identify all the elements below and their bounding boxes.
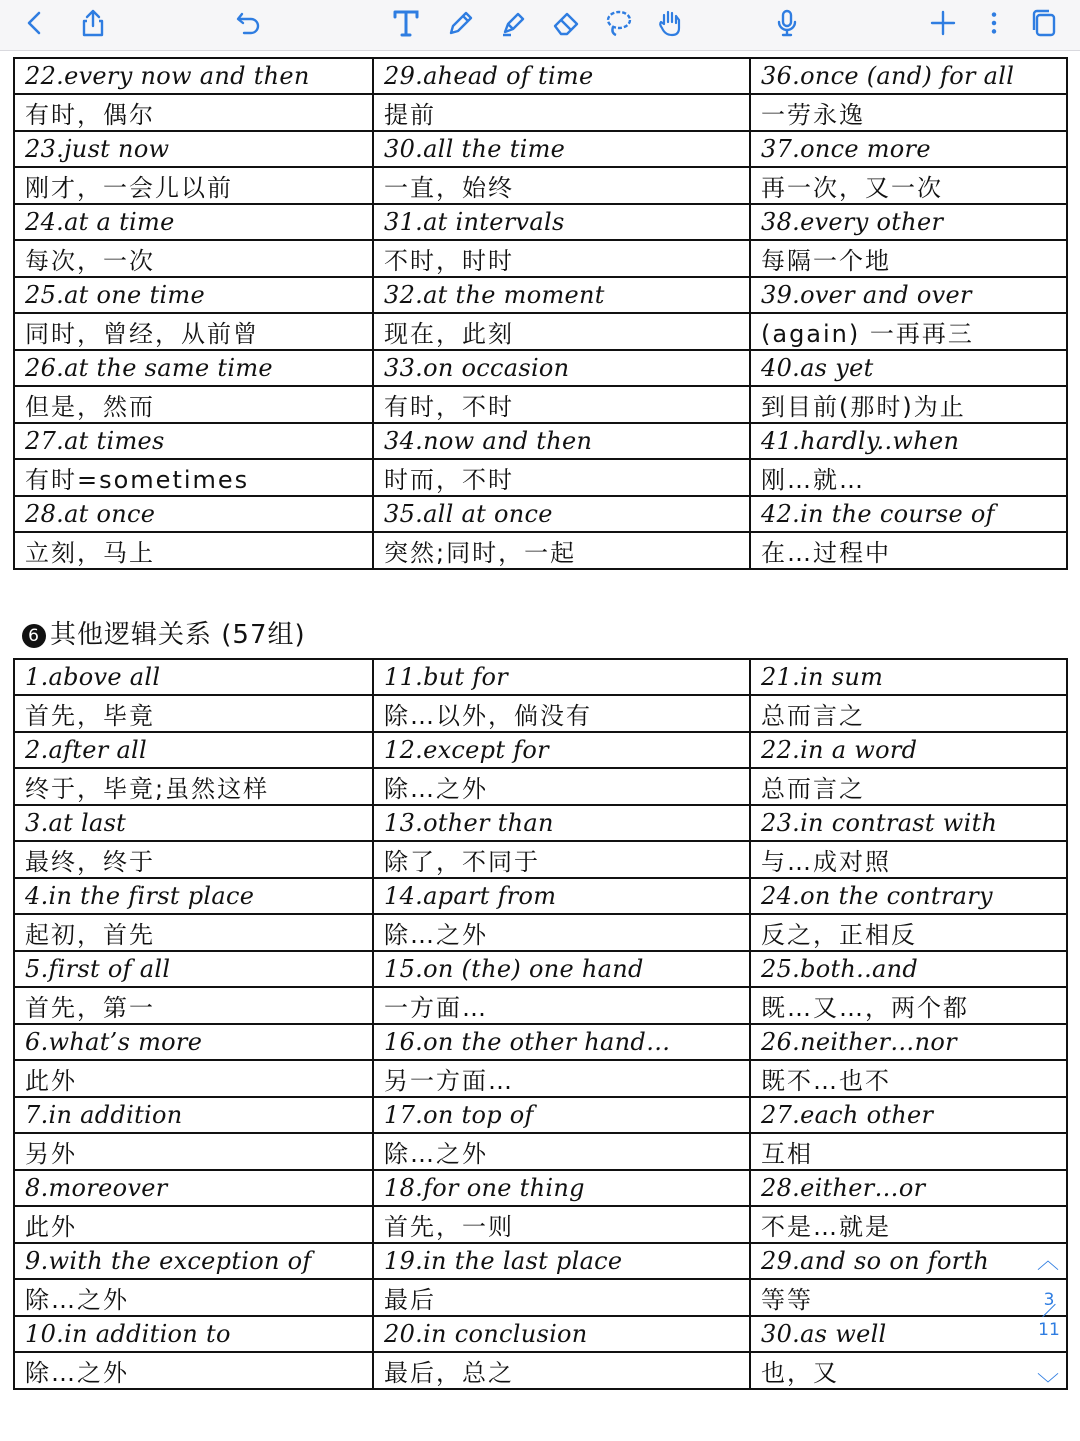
meaning-text: 除了，不同于 (384, 848, 540, 876)
table-cell (14, 951, 373, 987)
meaning-text: 一方面… (384, 994, 488, 1022)
meaning-text: 每隔一个地 (761, 247, 891, 275)
table-cell (373, 1060, 750, 1097)
table-cell (373, 768, 750, 805)
phrase-text: 28.at once (25, 500, 156, 528)
page-up-icon[interactable]: ︿ (1037, 1249, 1060, 1274)
meaning-text: 突然;同时，一起 (384, 539, 577, 567)
table-cell (750, 313, 1067, 350)
phrase-text: 21.in sum (761, 663, 884, 691)
phrase-text: 26.neither…nor (761, 1028, 957, 1056)
table-cell (14, 386, 373, 423)
meaning-row (14, 532, 1067, 569)
meaning-text: 现在，此刻 (384, 320, 514, 348)
meaning-row (14, 1352, 1067, 1389)
table-cell (373, 350, 750, 386)
share-icon[interactable] (76, 3, 110, 43)
table-cell (373, 167, 750, 204)
page-down-icon[interactable]: ﹀ (1037, 1373, 1060, 1398)
table-cell (14, 1316, 373, 1352)
phrase-text: 8.moreover (25, 1174, 168, 1202)
meaning-text: 到目前(那时)为止 (761, 393, 966, 421)
meaning-row (14, 94, 1067, 131)
phrase-text: 37.once more (761, 135, 931, 163)
microphone-icon[interactable] (770, 3, 804, 43)
table-cell (14, 496, 373, 532)
table-cell (373, 459, 750, 496)
phrase-text: 26.at the same time (25, 354, 273, 382)
meaning-text: 最后 (384, 1286, 436, 1314)
table-cell (14, 805, 373, 841)
phrase-row (14, 277, 1067, 313)
meaning-text: 最后，总之 (384, 1359, 514, 1387)
phrase-row (14, 1243, 1067, 1279)
meaning-row (14, 841, 1067, 878)
table-cell (750, 58, 1067, 94)
table-cell (14, 1133, 373, 1170)
table-cell (750, 768, 1067, 805)
table-cell (14, 313, 373, 350)
meaning-text: 另外 (25, 1140, 77, 1168)
phrase-text: 39.over and over (761, 281, 972, 309)
phrase-text: 24.on the contrary (761, 882, 993, 910)
phrase-row (14, 1316, 1067, 1352)
phrase-row (14, 732, 1067, 768)
time-phrases-table (13, 57, 1068, 570)
page-indicator (1034, 1244, 1064, 1398)
phrase-text: 36.once (and) for all (761, 62, 1015, 90)
phrase-text: 23.just now (25, 135, 170, 163)
table-cell (14, 277, 373, 313)
meaning-text: 再一次，又一次 (761, 174, 943, 202)
table-cell (14, 94, 373, 131)
phrase-text: 9.with the exception of (25, 1247, 312, 1275)
table-cell (14, 659, 373, 695)
table-cell (750, 167, 1067, 204)
table-cell (373, 386, 750, 423)
phrase-row (14, 805, 1067, 841)
meaning-text: 除…之外 (384, 921, 488, 949)
meaning-text: 立刻，马上 (25, 539, 155, 567)
phrase-text: 42.in the course of (761, 500, 995, 528)
table-cell (14, 1243, 373, 1279)
phrase-text: 31.at intervals (384, 208, 565, 236)
table-cell (14, 1097, 373, 1133)
phrase-text: 33.on occasion (384, 354, 570, 382)
phrase-text: 22.in a word (761, 736, 918, 764)
table-cell (373, 1170, 750, 1206)
phrase-row (14, 659, 1067, 695)
table-cell (373, 1133, 750, 1170)
table-cell (14, 204, 373, 240)
meaning-row (14, 1279, 1067, 1316)
total-pages: 11 (1038, 1320, 1060, 1340)
table-cell (750, 532, 1067, 569)
table-cell (750, 951, 1067, 987)
table-cell (373, 240, 750, 277)
table-cell (14, 1206, 373, 1243)
table-cell (750, 1097, 1067, 1133)
meaning-text: 首先，一则 (384, 1213, 514, 1241)
table-cell (750, 131, 1067, 167)
table-cell (373, 1316, 750, 1352)
meaning-row (14, 167, 1067, 204)
table-cell (750, 1352, 1067, 1389)
table-cell (750, 386, 1067, 423)
phrase-row (14, 1024, 1067, 1060)
table-cell (373, 532, 750, 569)
table-cell (373, 94, 750, 131)
meaning-text: 不是…就是 (761, 1213, 891, 1241)
logic-phrases-table (13, 658, 1068, 1390)
phrase-text: 6.what’s more (25, 1028, 203, 1056)
table-cell (373, 277, 750, 313)
table-cell (750, 878, 1067, 914)
meaning-text: 起初，首先 (25, 921, 155, 949)
table-cell (750, 1170, 1067, 1206)
meaning-text: (again) 一再再三 (761, 320, 974, 348)
meaning-text: 与…成对照 (761, 848, 891, 876)
phrase-text: 5.first of all (25, 955, 171, 983)
table-cell (14, 1024, 373, 1060)
table-cell (373, 1352, 750, 1389)
phrase-text: 24.at a time (25, 208, 175, 236)
phrase-row (14, 1170, 1067, 1206)
meaning-text: 一劳永逸 (761, 101, 865, 129)
meaning-text: 也，又 (761, 1359, 839, 1387)
table-cell (14, 914, 373, 951)
table-cell (373, 496, 750, 532)
meaning-text: 除…以外，倘没有 (384, 702, 592, 730)
phrase-text: 41.hardly..when (761, 427, 960, 455)
meaning-row (14, 987, 1067, 1024)
phrase-text: 12.except for (384, 736, 549, 764)
phrase-text: 40.as yet (761, 354, 874, 382)
table-cell (14, 423, 373, 459)
phrase-text: 2.after all (25, 736, 147, 764)
meaning-text: 有时，不时 (384, 393, 514, 421)
phrase-text: 7.in addition (25, 1101, 183, 1129)
undo-icon[interactable] (232, 3, 266, 43)
table-cell (750, 659, 1067, 695)
table-cell (14, 350, 373, 386)
meaning-text: 另一方面… (384, 1067, 514, 1095)
table-cell (373, 987, 750, 1024)
table-cell (373, 423, 750, 459)
table-cell (14, 1352, 373, 1389)
table-cell (373, 1279, 750, 1316)
add-icon[interactable] (926, 3, 960, 43)
table-cell (750, 204, 1067, 240)
meaning-text: 不时，时时 (384, 247, 514, 275)
table-cell (373, 58, 750, 94)
phrase-text: 27.each other (761, 1101, 934, 1129)
phrase-text: 4.in the first place (25, 882, 255, 910)
meaning-text: 除…之外 (25, 1359, 129, 1387)
meaning-text: 首先，第一 (25, 994, 155, 1022)
meaning-text: 但是，然而 (25, 393, 155, 421)
table-cell (373, 204, 750, 240)
meaning-text: 最终，终于 (25, 848, 155, 876)
current-page: 3 (1043, 1290, 1055, 1310)
meaning-text: 除…之外 (25, 1286, 129, 1314)
phrase-text: 15.on (the) one hand (384, 955, 644, 983)
meaning-text: 终于，毕竟;虽然这样 (25, 775, 270, 803)
section-title (22, 614, 306, 651)
meaning-text: 有时=sometimes (25, 466, 250, 494)
table-cell (373, 878, 750, 914)
phrase-text: 14.apart from (384, 882, 557, 910)
phrase-row (14, 878, 1067, 914)
phrase-text: 29.and so on forth (761, 1247, 990, 1275)
table-cell (750, 277, 1067, 313)
phrase-text: 20.in conclusion (384, 1320, 588, 1348)
table-cell (373, 659, 750, 695)
meaning-row (14, 1206, 1067, 1243)
phrase-row (14, 951, 1067, 987)
table-cell (14, 1060, 373, 1097)
table-cell (373, 805, 750, 841)
table-cell (14, 240, 373, 277)
table-cell (373, 1024, 750, 1060)
meaning-text: 总而言之 (761, 775, 865, 803)
meaning-text: 同时，曾经，从前曾 (25, 320, 259, 348)
table-cell (14, 841, 373, 878)
phrase-text: 1.above all (25, 663, 161, 691)
meaning-text: 提前 (384, 101, 436, 129)
table-cell (750, 1133, 1067, 1170)
meaning-text: 每次，一次 (25, 247, 155, 275)
table-cell (14, 459, 373, 496)
section-number-badge: 6 (22, 624, 46, 648)
pages-icon[interactable] (1026, 3, 1062, 43)
meaning-text: 时而，不时 (384, 466, 514, 494)
table-cell (750, 1316, 1067, 1352)
table-cell (750, 1206, 1067, 1243)
phrase-text: 17.on top of (384, 1101, 534, 1129)
table-cell (14, 695, 373, 732)
table-cell (14, 58, 373, 94)
meaning-text: 刚才，一会儿以前 (25, 174, 233, 202)
phrase-text: 35.all at once (384, 500, 553, 528)
table-cell (14, 732, 373, 768)
section-title-text: 其他逻辑关系 (57组) (50, 620, 306, 650)
meaning-row (14, 1133, 1067, 1170)
meaning-text: 刚…就… (761, 466, 865, 494)
phrase-row (14, 423, 1067, 459)
phrase-text: 18.for one thing (384, 1174, 585, 1202)
table-cell (750, 1243, 1067, 1279)
meaning-text: 在…过程中 (761, 539, 891, 567)
phrase-row (14, 350, 1067, 386)
phrase-text: 29.ahead of time (384, 62, 594, 90)
table-cell (14, 131, 373, 167)
table-cell (750, 423, 1067, 459)
eraser-icon[interactable] (548, 3, 584, 43)
meaning-row (14, 240, 1067, 277)
table-cell (14, 532, 373, 569)
meaning-text: 此外 (25, 1067, 77, 1095)
back-chevron-icon[interactable] (18, 3, 52, 43)
table-cell (750, 1060, 1067, 1097)
phrase-row (14, 131, 1067, 167)
meaning-text: 此外 (25, 1213, 77, 1241)
meaning-row (14, 914, 1067, 951)
phrase-text: 30.as well (761, 1320, 887, 1348)
phrase-text: 25.both..and (761, 955, 919, 983)
table-cell (14, 167, 373, 204)
hand-icon[interactable] (652, 3, 688, 43)
phrase-row (14, 58, 1067, 94)
highlighter-icon[interactable] (496, 3, 532, 43)
table-cell (750, 987, 1067, 1024)
table-cell (14, 768, 373, 805)
table-cell (14, 878, 373, 914)
phrase-text: 11.but for (384, 663, 509, 691)
meaning-row (14, 695, 1067, 732)
phrase-text: 16.on the other hand… (384, 1028, 671, 1056)
phrase-text: 34.now and then (384, 427, 593, 455)
phrase-text: 22.every now and then (25, 62, 310, 90)
table-cell (750, 805, 1067, 841)
phrase-text: 10.in addition to (25, 1320, 231, 1348)
table-cell (14, 1170, 373, 1206)
meaning-row (14, 386, 1067, 423)
table-cell (750, 350, 1067, 386)
phrase-text: 32.at the moment (384, 281, 605, 309)
table-cell (373, 131, 750, 167)
phrase-text: 25.at one time (25, 281, 205, 309)
table-cell (373, 1097, 750, 1133)
table-cell (750, 1279, 1067, 1316)
meaning-row (14, 313, 1067, 350)
phrase-text: 13.other than (384, 809, 554, 837)
meaning-text: 等等 (761, 1286, 813, 1314)
pen-tool-icon[interactable] (443, 3, 479, 43)
phrase-text: 19.in the last place (384, 1247, 623, 1275)
phrase-text: 23.in contrast with (761, 809, 998, 837)
meaning-row (14, 459, 1067, 496)
phrase-row (14, 1097, 1067, 1133)
phrase-text: 30.all the time (384, 135, 566, 163)
meaning-text: 一直，始终 (384, 174, 514, 202)
table-cell (750, 240, 1067, 277)
table-cell (373, 1243, 750, 1279)
table-cell (750, 496, 1067, 532)
table-cell (750, 914, 1067, 951)
table-cell (373, 841, 750, 878)
lasso-icon[interactable] (600, 3, 636, 43)
phrase-text: 3.at last (25, 809, 127, 837)
meaning-text: 既不…也不 (761, 1067, 891, 1095)
table-cell (750, 94, 1067, 131)
table-cell (14, 1279, 373, 1316)
meaning-row (14, 1060, 1067, 1097)
table-cell (14, 987, 373, 1024)
phrase-row (14, 496, 1067, 532)
table-cell (750, 841, 1067, 878)
meaning-row (14, 768, 1067, 805)
phrase-row (14, 204, 1067, 240)
meaning-text: 有时，偶尔 (25, 101, 155, 129)
meaning-text: 互相 (761, 1140, 813, 1168)
table-cell (750, 695, 1067, 732)
meaning-text: 既…又…，两个都 (761, 994, 969, 1022)
table-cell (750, 459, 1067, 496)
more-icon[interactable] (980, 3, 1008, 43)
top-toolbar (0, 0, 1080, 51)
meaning-text: 总而言之 (761, 702, 865, 730)
table-cell (373, 695, 750, 732)
meaning-text: 反之，正相反 (761, 921, 917, 949)
meaning-text: 除…之外 (384, 775, 488, 803)
table-cell (373, 914, 750, 951)
phrase-text: 28.either…or (761, 1174, 926, 1202)
meaning-text: 除…之外 (384, 1140, 488, 1168)
phrase-text: 38.every other (761, 208, 944, 236)
text-tool-icon[interactable] (388, 3, 424, 43)
meaning-text: 首先，毕竟 (25, 702, 155, 730)
table-cell (373, 732, 750, 768)
table-cell (373, 951, 750, 987)
table-cell (373, 1206, 750, 1243)
table-cell (373, 313, 750, 350)
phrase-text: 27.at times (25, 427, 165, 455)
table-cell (750, 1024, 1067, 1060)
table-cell (750, 732, 1067, 768)
